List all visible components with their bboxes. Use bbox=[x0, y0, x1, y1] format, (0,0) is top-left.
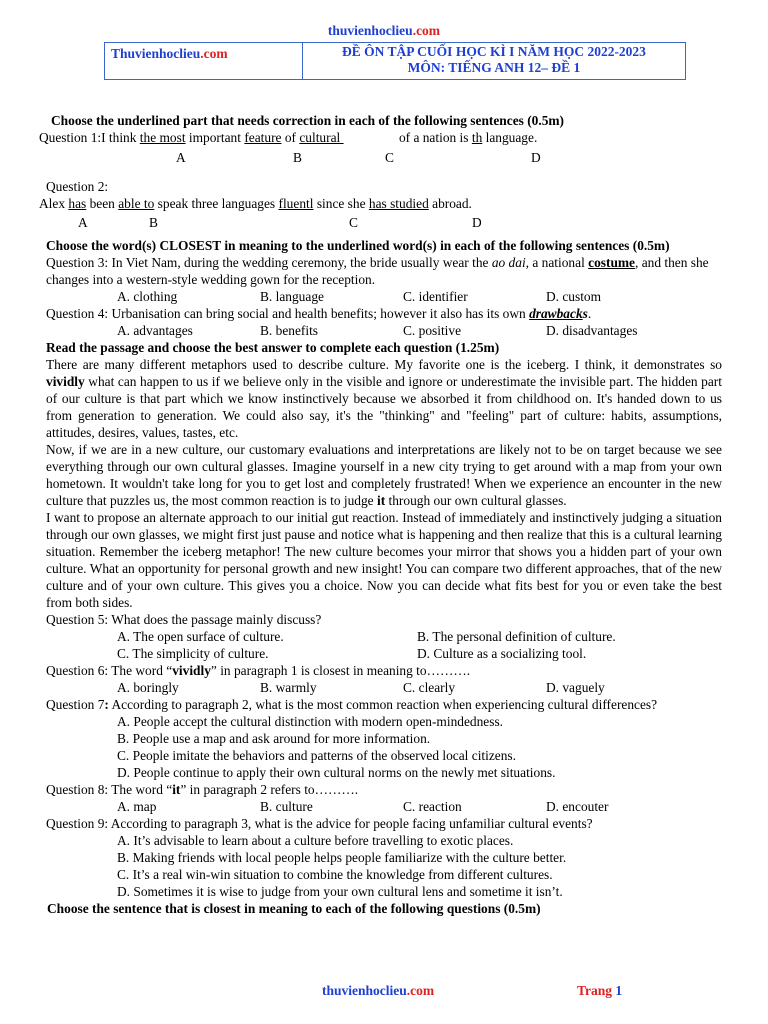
q6-stem: Question 6: The word “vividly” in paragraph 1 is closest in meaning to………. bbox=[46, 663, 471, 678]
q9-option-d: D. Sometimes it is wise to judge from your own cultural lens and sometime it isn’t. bbox=[117, 884, 563, 899]
q1-labels: A B C D bbox=[176, 150, 541, 165]
q8-options: A. map B. culture C. reaction D. encouter bbox=[117, 799, 609, 814]
footer-site: thuvienhoclieu.com bbox=[322, 983, 435, 998]
q9-option-a: A. It’s advisable to learn about a culture before travelling to exotic places. bbox=[117, 833, 514, 848]
section4-instruction: Choose the sentence that is closest in meaning to each of the following questions (0.5m) bbox=[47, 901, 541, 916]
q5-options-row1: A. The open surface of culture. B. The personal definition of culture. bbox=[117, 629, 616, 644]
q7-option-b: B. People use a map and ask around for more information. bbox=[117, 731, 431, 746]
q8-stem: Question 8: The word “it” in paragraph 2 refers to………. bbox=[46, 782, 359, 797]
q5-stem: Question 5: What does the passage mainly discuss? bbox=[46, 612, 322, 627]
q7-option-a: A. People accept the cultural distinction with modern open-mindedness. bbox=[117, 714, 504, 729]
q4-options: A. advantages B. benefits C. positive D. disadvantages bbox=[117, 323, 638, 338]
passage-paragraph-1: There are many different metaphors used to describe culture. My favorite one is the iceberg. I think, it demonstrates so vividly what can happen to us if we believe only in the visible and ignore or underestimate the invisible part. The hidden part of our culture is that part which we know instinctively because we absorbed it from childhood on. It's handed down to us from generation to generation. We could also say, it's the "thinking" and "feeling" part of culture: habits, assumptions, attitudes, desires, values, tastes, etc. bbox=[46, 357, 722, 440]
q6-options: A. boringly B. warmly C. clearly D. vaguely bbox=[117, 680, 605, 695]
q9-stem: Question 9: According to paragraph 3, what is the advice for people facing unfamiliar cultural events? bbox=[46, 816, 593, 831]
q2-sentence: Alex has been able to speak three languages fluentl since she has studied abroad. bbox=[39, 196, 472, 211]
section3-instruction: Read the passage and choose the best answer to complete each question (1.25m) bbox=[46, 340, 500, 355]
q3-stem: Question 3: In Viet Nam, during the wedding ceremony, the bride usually wear the ao dai, a national costume, and then she changes into a western-style wedding gown for the reception. bbox=[46, 255, 709, 287]
exam-content bbox=[39, 112, 722, 917]
q3-options: A. clothing B. language C. identifier D. custom bbox=[117, 289, 602, 304]
page-number: Trang 1 bbox=[577, 983, 623, 998]
q7-option-c: C. People imitate the behaviors and patterns of the observed local citizens. bbox=[117, 748, 516, 763]
passage-paragraph-3: I want to propose an alternate approach to our initial gut reaction. Instead of immediately and instinctively judging a situation through our own glasses, we might first just pause and notice what is happening and then realize that this is a cultural learning situation. Remember the iceberg metaphor! The new culture becomes your mirror that shows you a hidden part of your own culture. What an opportunity for personal growth and new insight! You can compare two different approaches, that of the new culture and of your own culture. This gives you a choice. Now you can decide what fits best for you or even take the best from both sides. bbox=[46, 510, 722, 610]
q4-stem: Question 4: Urbanisation can bring social and health benefits; however it also has its own drawbacks. bbox=[46, 306, 592, 321]
q7-stem: Question 7: According to paragraph 2, what is the most common reaction when experiencing cultural differences? bbox=[46, 697, 658, 712]
page-footer bbox=[0, 982, 768, 999]
q9-option-c: C. It’s a real win-win situation to combine the knowledge from different cultures. bbox=[117, 867, 553, 882]
q2-labels: A B C D bbox=[78, 215, 482, 230]
header-title: ĐỀ ÔN TẬP CUỐI HỌC KÌ I NĂM HỌC 2022-2023 MÔN: TIẾNG ANH 12– ĐỀ 1 bbox=[342, 44, 646, 75]
header-site: Thuvienhoclieu.com bbox=[105, 43, 303, 79]
site-name-top: thuvienhoclieu.com bbox=[327, 23, 441, 38]
section2-instruction: Choose the word(s) CLOSEST in meaning to the underlined word(s) in each of the following sentences (0.5m) bbox=[46, 238, 670, 253]
q1-sentence: Question 1:I think the most important feature of cultural of a nation is th language. bbox=[39, 130, 538, 145]
passage-paragraph-2: Now, if we are in a new culture, our customary evaluations and interpretations are likely not to be on target because we see everything through our own cultural glasses. Imagine yourself in a new city trying to get around with a map from your own hometown. It wouldn't take long for you to get lost and completely frustrated! When we experience an encounter in the new culture that puzzles us, the most common reaction is to judge it through our own cultural glasses. bbox=[46, 442, 722, 508]
header-box bbox=[104, 42, 686, 80]
q5-options-row2: C. The simplicity of culture. D. Culture as a socializing tool. bbox=[117, 646, 587, 661]
q7-option-d: D. People continue to apply their own cultural norms on the newly met situations. bbox=[117, 765, 556, 780]
q2-title: Question 2: bbox=[46, 179, 109, 194]
section1-instruction: Choose the underlined part that needs correction in each of the following sentences (0.5m) bbox=[51, 113, 565, 128]
q9-option-b: B. Making friends with local people helps people familiarize with the culture better. bbox=[117, 850, 567, 865]
